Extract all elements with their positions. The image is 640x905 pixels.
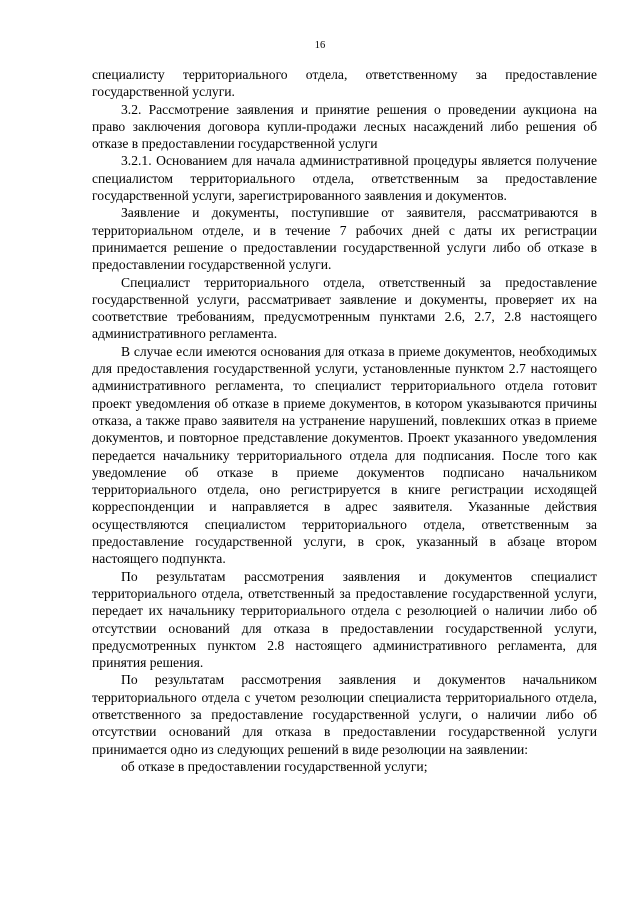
page-number: 16	[314, 40, 326, 51]
section-heading-3-2: 3.2. Рассмотрение заявления и принятие решения о проведении аукциона на право заключения договора купли-продажи лесных насаждений либо решения об отказе в предоставлении государственной услуги	[92, 101, 597, 152]
paragraph-refusal-procedure: В случае если имеются основания для отказа в приеме документов, необходимых для предоставления государственной услуги, установленные пунктом 2.7 настоящего административного регламента, то специалист территориального отдела готовит проект уведомления об отказе в приеме документов, в котором указываются причины отказа, а также право заявителя на устранение нарушений, повлекших отказ в приеме документов, и повторное представление документов. Проект указанного уведомления передается начальнику территориального отдела для подписания. После того как уведомление об отказе в приеме документов подписано начальником территориального отдела, оно регистрируется в книге регистрации исходящей корреспонденции и направляется в адрес заявителя. Указанные действия осуществляются специалистом территориального отдела, ответственным за предоставление государственной услуги, в срок, указанный в абзаце втором настоящего подпункта.	[92, 343, 597, 567]
paragraph-3-2-1: 3.2.1. Основанием для начала административной процедуры является получение специалистом территориального отдела, ответственным за предоставление государственной услуги, зарегистрированного заявления и документов.	[92, 153, 597, 204]
paragraph-review-term: Заявление и документы, поступившие от заявителя, рассматриваются в территориальном отделе, и в течение 7 рабочих дней с даты их регистрации принимается решение о предоставлении государственной услуги либо об отказе в предоставлении государственной услуги.	[92, 205, 597, 273]
paragraph-head-decision: По результатам рассмотрения заявления и документов начальником территориального отдела с учетом резолюции специалиста территориального отдела, ответственного за предоставление государственной услуги, о наличии либо об отсутствии оснований для отказа в предоставлении государственной услуги принимается одно из следующих решений в виде резолюции на заявлении:	[92, 672, 597, 757]
paragraph-specialist-resolution: По результатам рассмотрения заявления и документов специалист территориального отдела, ответственный за предоставление государственной услуги, передает их начальнику территориального отдела с резолюцией о наличии либо об отсутствии оснований для отказа в предоставлении государственной услуги, предусмотренных пунктом 2.8 настоящего административного регламента, для принятия решения.	[92, 568, 597, 671]
document-body	[92, 66, 597, 775]
paragraph-continuation: специалисту территориального отдела, ответственному за предоставление государственной услуги.	[92, 67, 597, 100]
paragraph-specialist-check: Специалист территориального отдела, ответственный за предоставление государственной услуги, рассматривает заявление и документы, проверяет их на соответствие требованиям, предусмотренным пунктами 2.6, 2.7, 2.8 настоящего административного регламента.	[92, 274, 597, 342]
paragraph-refusal-option: об отказе в предоставлении государственной услуги;	[121, 758, 428, 774]
